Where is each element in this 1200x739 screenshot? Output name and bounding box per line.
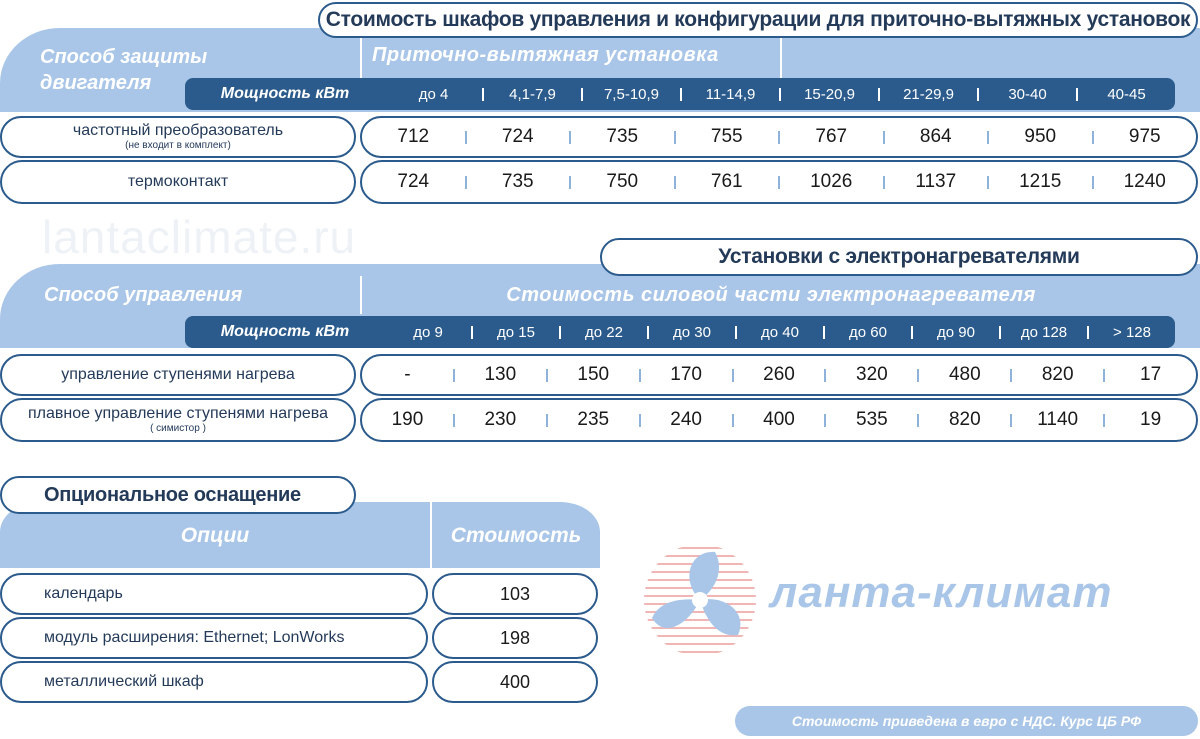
table2-power-7: до 90 xyxy=(937,323,975,341)
table2-row2-value-8: 1140 xyxy=(1037,409,1079,430)
options-col-price: Стоимость xyxy=(450,524,582,547)
table2-row1-label-pill xyxy=(0,354,356,396)
table1-title: Стоимость шкафов управления и конфигурации для приточно-вытяжных установок xyxy=(318,2,1198,38)
option-row-2-price-pill xyxy=(432,617,598,659)
table1-row1-label-pill xyxy=(0,116,356,158)
logo xyxy=(640,540,1180,660)
table2-row1-values xyxy=(360,354,1198,396)
table1-row1-value-5: 767 xyxy=(815,126,848,147)
table2-row2-value-3: 235 xyxy=(577,409,610,430)
option-row-3-price-pill xyxy=(432,661,598,703)
table1-row2-value-6: 1137 xyxy=(915,171,957,192)
table1-row1-value-8: 975 xyxy=(1128,126,1161,147)
table1-row2-value-3: 750 xyxy=(606,171,639,192)
table2-row2-value-4: 240 xyxy=(670,409,702,430)
table1-row1-value-2: 724 xyxy=(501,126,534,147)
table1-divider-2 xyxy=(780,38,782,78)
table2-row1-value-2: 130 xyxy=(484,364,517,385)
table1-row2-label-pill xyxy=(0,160,356,204)
table2-row2-value-5: 400 xyxy=(763,409,795,430)
table2-row1-value-1: - xyxy=(404,364,411,385)
table1-row1-value-4: 755 xyxy=(710,126,743,147)
fan-icon xyxy=(640,540,760,660)
table1-row1-value-7: 950 xyxy=(1024,126,1057,147)
table1-row1-values xyxy=(360,116,1198,158)
table2-row1-value-9: 17 xyxy=(1140,364,1162,385)
options-col-options: Опции xyxy=(180,524,250,547)
table2-title: Установки с электронагревателями xyxy=(600,238,1198,276)
table2-row1-value-4: 170 xyxy=(670,364,702,385)
table1-row1-value-3: 735 xyxy=(606,126,639,147)
table1-row2-value-7: 1215 xyxy=(1019,171,1062,192)
table2-power-bar xyxy=(185,316,1175,348)
table2-row2-value-9: 19 xyxy=(1140,409,1162,430)
table1-power-4: 11-14,9 xyxy=(705,85,756,103)
table2-power-3: до 22 xyxy=(585,323,623,341)
table1-row1-value-1: 712 xyxy=(397,126,430,147)
table1-method-label: Способ защиты двигателя xyxy=(40,46,208,94)
table2-row1-value-8: 820 xyxy=(1041,364,1074,385)
table2-power-9: > 128 xyxy=(1113,323,1151,341)
logo-text: лaнтa-климaт xyxy=(770,568,1113,617)
table2-row2-label: плавное управление ступенями нагрева ( симистор ) xyxy=(28,405,328,435)
table2-row1-value-5: 260 xyxy=(763,364,795,385)
table2-power-4: до 30 xyxy=(673,323,711,341)
table2-method-label: Способ управления xyxy=(44,284,243,306)
option-row-2-label-pill xyxy=(0,617,428,659)
option-row-3-price: 400 xyxy=(499,671,531,692)
table2-row1-value-7: 480 xyxy=(948,364,981,385)
watermark-text: lantaclimate.ru xyxy=(42,211,357,263)
table1-power-6: 21-29,9 xyxy=(903,85,954,103)
table2-power-2: до 15 xyxy=(497,323,535,341)
table2-row1-value-6: 320 xyxy=(856,364,888,385)
table1-row2-value-4: 761 xyxy=(710,171,743,192)
table1-power-label: Мощность кВт xyxy=(220,85,350,102)
table2-power-1: до 9 xyxy=(413,323,443,341)
table1-row1-label: частотный преобразователь (не входит в комплект) xyxy=(72,122,284,152)
table2-power-6: до 60 xyxy=(849,323,887,341)
table2-power-5: до 40 xyxy=(761,323,799,341)
table1-row2-value-8: 1240 xyxy=(1123,171,1166,192)
table2-powers xyxy=(385,316,1175,348)
option-row-2-price: 198 xyxy=(499,627,531,648)
table1-power-3: 7,5-10,9 xyxy=(603,85,660,103)
options-title: Опциональное оснащение xyxy=(0,476,356,514)
table1-power-8: 40-45 xyxy=(1107,85,1146,103)
table1-row2-value-2: 735 xyxy=(501,171,534,192)
table1-power-7: 30-40 xyxy=(1008,85,1047,103)
table2-unit-label: Стоимость силовой части электронагревателя xyxy=(506,284,1036,306)
table2-row2-value-7: 820 xyxy=(948,409,981,430)
option-row-1-price: 103 xyxy=(499,583,531,604)
table2-row1-value-3: 150 xyxy=(577,364,610,385)
table2-row2-value-1: 190 xyxy=(391,409,424,430)
footer-note: Стоимость приведена в евро с НДС. Курс ЦБ РФ xyxy=(735,706,1198,736)
table2-power-label: Мощность кВт xyxy=(220,323,350,340)
option-row-1-price-pill xyxy=(432,573,598,615)
option-row-3-label-pill xyxy=(0,661,428,703)
table1 xyxy=(0,0,1200,210)
table1-row2-values xyxy=(360,160,1198,204)
table1-row1-value-6: 864 xyxy=(919,126,952,147)
table2-row2-value-2: 230 xyxy=(484,409,517,430)
table2-row2-value-6: 535 xyxy=(856,409,888,430)
table1-unit-label: Приточно-вытяжная установка xyxy=(372,44,719,66)
table1-row2-value-5: 1026 xyxy=(810,171,853,192)
table1-power-1: до 4 xyxy=(418,85,449,103)
table2-power-8: до 128 xyxy=(1020,323,1068,341)
option-row-1-label-pill xyxy=(0,573,428,615)
option-row-2-label: модуль расширения: Ethernet; LonWorks xyxy=(44,628,345,646)
table1-row2-label: термоконтакт xyxy=(127,172,229,190)
table2-row2-label-pill xyxy=(0,398,356,442)
table1-power-2: 4,1-7,9 xyxy=(509,85,556,103)
table2-row2-values xyxy=(360,398,1198,442)
option-row-1-label: календарь xyxy=(44,584,123,602)
table1-power-5: 15-20,9 xyxy=(804,85,855,103)
option-row-3-label: металлический шкаф xyxy=(44,672,204,690)
table2-row1-label: управление ступенями нагрева xyxy=(61,365,295,383)
table1-row2-value-1: 724 xyxy=(397,171,430,192)
table1-divider xyxy=(360,38,362,78)
table1-powers xyxy=(385,78,1175,110)
table1-power-bar xyxy=(185,78,1175,110)
